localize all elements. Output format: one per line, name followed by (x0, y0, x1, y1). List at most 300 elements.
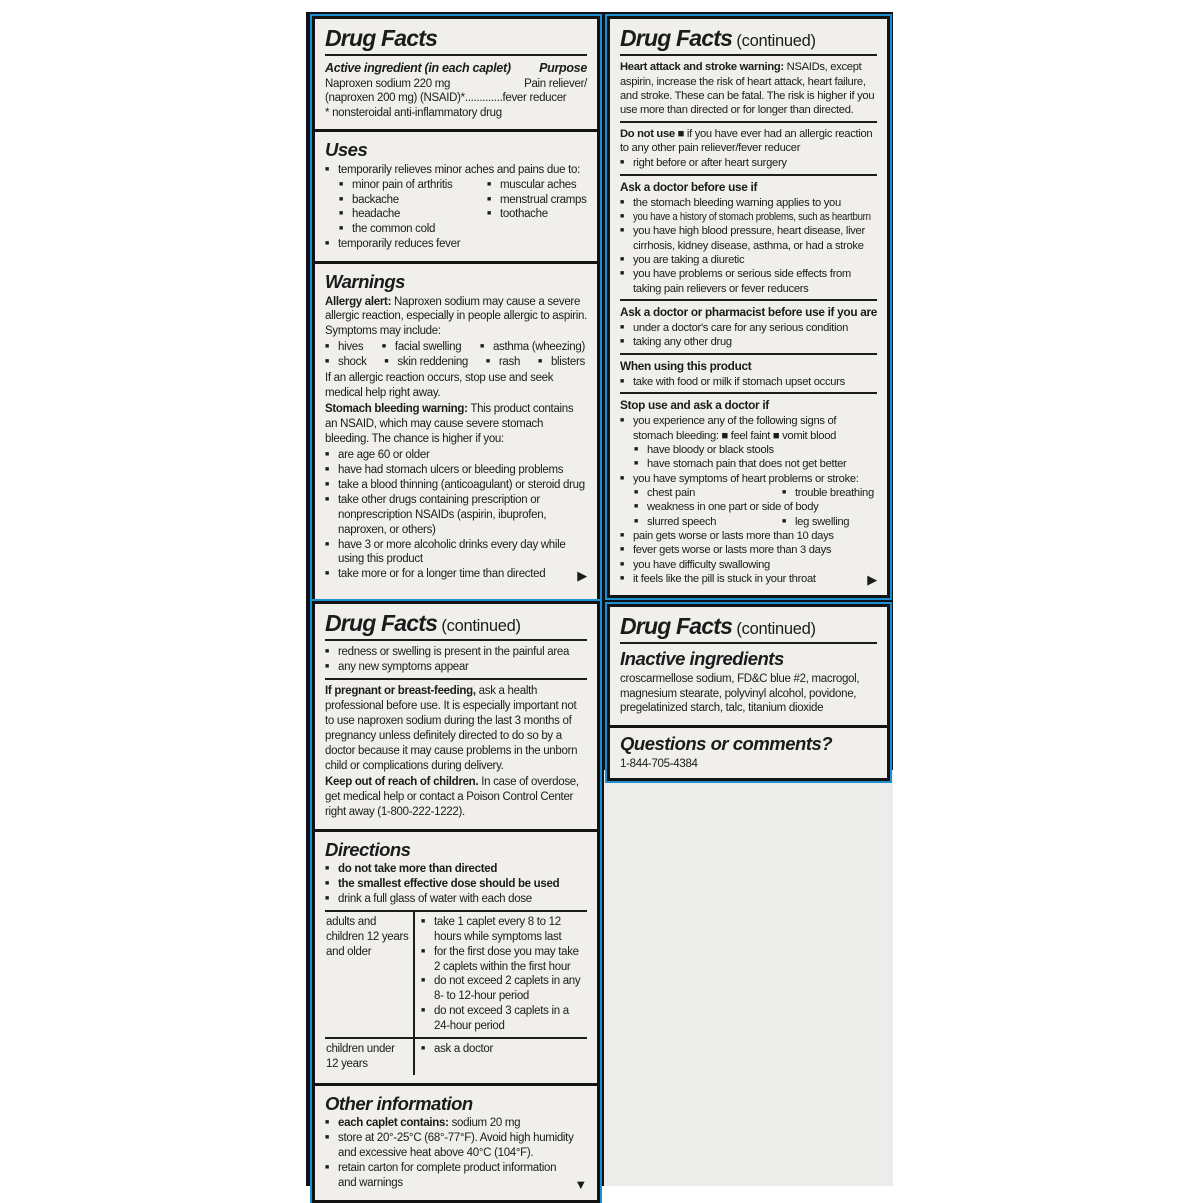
bullet-list (325, 163, 587, 253)
bullet-icon: ■ (620, 213, 624, 221)
bullet-item (325, 1131, 587, 1161)
subsection-heading: When using this product (620, 358, 752, 373)
text-run: store at 20°-25°C (68°-77°F). Avoid high humidity and excessive heat above 40°C (104°F). (338, 1132, 574, 1160)
text-run: croscarmellose sodium, FD&C blue #2, macrogol, magnesium stearate, polyvinyl alcohol, povidone, pregelatinized starch, talc, titanium dioxide (620, 672, 860, 715)
bullet-icon: ■ (325, 343, 329, 351)
bullet-text (338, 1131, 587, 1161)
bullet-icon: ■ (325, 465, 329, 473)
bullet-text: facial swelling (394, 341, 462, 354)
bullet-item (620, 414, 877, 443)
bullet-item (325, 1116, 587, 1131)
bullet-item (325, 862, 587, 877)
text-run: fever gets worse or lasts more than 3 days (633, 544, 832, 557)
paragraph (620, 127, 877, 156)
bullet-text: toothache (500, 208, 548, 221)
bullet-text (633, 472, 877, 486)
text-run: Naproxen sodium may cause a severe allergic reaction, especially in people allergic to aspirin. Symptoms may include: (325, 295, 587, 338)
bullet-icon: ■ (421, 1007, 425, 1015)
bullet-icon: ■ (537, 358, 542, 366)
dosage-table (325, 910, 587, 1075)
text-run: any new symptoms appear (338, 661, 469, 674)
bullet-icon: ■ (325, 864, 329, 872)
bullet-text (338, 645, 587, 660)
text-run: you have problems or serious side effects from taking pain relievers or fever reducers (633, 268, 851, 295)
bullet-text: menstrual cramps (500, 193, 587, 206)
bullet-list (620, 414, 877, 586)
paragraph (620, 672, 877, 717)
bullet-columns (634, 486, 877, 500)
paragraph (325, 684, 587, 774)
continued-arrow-icon: ▶ (577, 568, 587, 584)
bullet-text: headache (352, 208, 401, 221)
bullet-icon: ■ (620, 531, 624, 539)
bullet-text (338, 538, 587, 568)
title-suffix: (continued) (732, 32, 816, 50)
bullet-subitem (487, 207, 587, 222)
bold-lead: each caplet contains: (338, 1117, 449, 1130)
bullet-text (338, 877, 587, 892)
bullet-list (325, 645, 587, 675)
subsection-heading: Stop use and ask a doctor if (620, 398, 769, 413)
other-information-box (312, 1083, 600, 1203)
bullet-text: leg swelling (795, 515, 850, 528)
bullet-subitem (339, 207, 487, 222)
bullet-icon: ■ (620, 474, 624, 482)
bullet-text: hives (338, 341, 364, 354)
bullet-item (325, 645, 587, 660)
bullet-icon: ■ (782, 517, 786, 525)
text-run: you experience any of the following signs of stomach bleeding: ■ feel faint ■ vomit blood (633, 415, 837, 442)
bullet-subitem (634, 515, 782, 529)
text-run: you have high blood pressure, heart disease, liver cirrhosis, kidney disease, asthma, or had a stroke (633, 225, 865, 252)
bullet-text (633, 529, 877, 543)
bullet-text: rash (498, 356, 521, 369)
paragraph (620, 60, 877, 117)
bullet-list (620, 375, 877, 389)
text-run: retain carton for complete product information and warnings (338, 1162, 557, 1190)
text-run: redness or swelling is present in the painful area (338, 646, 570, 659)
bullet-text: the common cold (352, 223, 436, 236)
bullet-item (325, 163, 587, 178)
bullet-item (634, 457, 877, 471)
title-suffix: (continued) (437, 617, 521, 635)
text-run: ■ if you have ever had an allergic reaction to any other pain reliever/fever reducer (620, 127, 873, 154)
bullet-item (620, 224, 877, 253)
text-run: have stomach pain that does not get better (647, 458, 847, 471)
bullet-columns (339, 193, 587, 208)
drug-facts-panel-top-right (607, 16, 890, 598)
bullet-icon: ■ (421, 977, 425, 985)
bullet-subitem (634, 486, 782, 500)
bullet-icon: ■ (339, 180, 343, 188)
bullet-item (325, 478, 587, 493)
bullet-text (338, 478, 587, 493)
bullet-item (421, 1042, 587, 1057)
bullet-icon: ■ (339, 195, 343, 203)
bullet-item (339, 222, 587, 237)
text-run: are age 60 or older (338, 448, 430, 461)
bullet-icon: ■ (634, 445, 638, 453)
text-run: temporarily relieves minor aches and pains due to: (338, 163, 580, 176)
bold-lead: If pregnant or breast-feeding, (325, 685, 476, 698)
ingredient-header-right: Purpose (539, 61, 587, 76)
bullet-text (633, 210, 871, 224)
dose-group-cell: adults and children 12 years and older (326, 915, 409, 958)
text-run: This product contains an NSAID, which may cause severe stomach bleeding. The chance is higher if you: (325, 403, 574, 445)
questions-comments-box (607, 725, 890, 780)
bullet-item (325, 463, 587, 478)
bullet-item (620, 196, 877, 210)
text-run: take other drugs containing prescription or nonprescription NSAIDs (aspirin, ibuprofen, naproxen, or others) (338, 493, 547, 536)
title-text: Drug Facts (620, 25, 733, 51)
bullet-columns (634, 515, 877, 529)
bullet-text: chest pain (647, 486, 695, 499)
bullet-item (620, 335, 877, 349)
text-line: * nonsteroidal anti-inflammatory drug (325, 107, 502, 120)
bullet-subitem (384, 355, 468, 370)
paragraph (325, 295, 587, 340)
paragraph (325, 371, 587, 401)
bullet-icon: ■ (421, 1045, 425, 1053)
bullet-icon: ■ (782, 488, 786, 496)
text-run: take 1 caplet every 8 to 12 hours while symptoms last (434, 915, 562, 943)
bullet-icon: ■ (620, 324, 624, 332)
bullet-icon: ■ (325, 894, 329, 902)
bullet-icon: ■ (479, 343, 484, 351)
bullet-icon: ■ (325, 540, 329, 548)
title-text: Drug Facts (620, 613, 733, 639)
bullet-subitem (486, 355, 520, 370)
bullet-text (647, 457, 877, 471)
bullet-text (633, 267, 877, 296)
bullet-item (620, 543, 877, 557)
text-run: NSAIDs, except aspirin, increase the risk of heart attack, heart failure, and stroke. These can be fatal. The risk is higher if you use more than directed or for longer than directed. (620, 61, 875, 117)
ingredient-header (325, 60, 587, 76)
text-run: If an allergic reaction occurs, stop use and seek medical help right away. (325, 372, 554, 400)
bullet-item (421, 1004, 587, 1034)
bullet-text (633, 543, 877, 557)
bullet-text (338, 463, 587, 478)
divider-rule (620, 392, 877, 394)
text-run: under a doctor's care for any serious condition (633, 322, 849, 335)
bullet-text (633, 253, 877, 267)
paragraph (325, 775, 587, 820)
bullet-text (434, 945, 587, 975)
bullet-text (338, 862, 587, 877)
bullet-icon: ■ (339, 225, 343, 233)
bullet-text (434, 915, 587, 945)
section-heading: Warnings (325, 271, 405, 293)
section-heading: Questions or comments? (620, 733, 833, 755)
bullet-item (620, 253, 877, 267)
bullet-icon: ■ (487, 210, 491, 218)
bullet-text: shock (338, 356, 367, 369)
bullet-subitem (782, 515, 877, 529)
bullet-icon: ■ (325, 648, 329, 656)
bullet-icon: ■ (325, 480, 329, 488)
bullet-text (338, 1116, 587, 1131)
bullet-icon: ■ (325, 450, 329, 458)
text-run: take a blood thinning (anticoagulant) or steroid drug (338, 478, 585, 491)
bullet-icon: ■ (339, 210, 343, 218)
bullet-text: asthma (wheezing) (492, 341, 585, 354)
bullet-item (421, 974, 587, 1004)
bullet-text (338, 1161, 568, 1191)
bullet-item (325, 340, 587, 355)
bullet-list (620, 196, 877, 296)
bullet-text (338, 493, 587, 538)
bullet-icon: ■ (421, 947, 425, 955)
divider-rule (620, 353, 877, 355)
bullet-text (338, 163, 587, 178)
bullet-text (633, 335, 877, 349)
bullet-text (338, 567, 571, 582)
text-run: pain gets worse or lasts more than 10 days (633, 529, 834, 542)
text-line: (naproxen 200 mg) (NSAID)*.............fever reducer (325, 92, 567, 105)
bullet-icon: ■ (384, 358, 389, 366)
divider-rule (620, 642, 877, 644)
bullet-icon: ■ (620, 560, 624, 568)
paragraph (620, 757, 877, 772)
bullet-item (634, 486, 877, 500)
divider-rule (325, 54, 587, 56)
bullet-icon: ■ (325, 165, 329, 173)
text-run: take with food or milk if stomach upset occurs (633, 375, 845, 388)
bullet-list (325, 448, 587, 582)
bullet-text: minor pain of arthritis (352, 178, 453, 191)
warnings-continued-box (607, 16, 890, 598)
bullet-icon: ■ (620, 338, 624, 346)
bullet-subitem (325, 340, 363, 355)
bullet-item (620, 572, 877, 586)
bullet-text (338, 892, 587, 907)
paragraph (325, 402, 587, 447)
text-run: sodium 20 mg (451, 1117, 521, 1130)
bullet-item (620, 156, 877, 170)
text-run: In case of overdose, get medical help or contact a Poison Control Center right away (1-800-222-1222). (325, 775, 579, 818)
dose-group-cell: children under 12 years (326, 1043, 395, 1071)
title-text: Drug Facts (325, 610, 438, 636)
bullet-subitem (487, 178, 587, 193)
bullet-item (325, 1161, 587, 1191)
bullet-item (634, 515, 877, 529)
bullet-text (434, 1042, 587, 1057)
bullet-subitem (487, 193, 587, 208)
bullet-icon: ■ (325, 1119, 329, 1127)
bullet-list (325, 1116, 587, 1191)
continued-arrow-icon: ▶ (867, 572, 877, 588)
section-title (620, 26, 877, 51)
bullet-icon: ■ (487, 180, 491, 188)
bullet-item (620, 558, 877, 572)
bullet-item (620, 210, 877, 224)
divider-rule (620, 54, 877, 56)
drug-facts-panel-bottom-left (312, 601, 600, 1203)
text-run: it feels like the pill is stuck in your throat (633, 572, 816, 585)
bullet-item (325, 355, 587, 370)
bullet-text (434, 974, 587, 1004)
bullet-icon: ■ (620, 546, 624, 554)
bullet-text (633, 321, 877, 335)
bullet-text (647, 443, 877, 457)
table-row (325, 912, 587, 1038)
table-row (325, 1037, 587, 1075)
section-title (325, 26, 587, 51)
bullet-text: backache (352, 193, 399, 206)
bullet-item (325, 892, 587, 907)
text-run: do not take more than directed (338, 862, 498, 875)
divider-rule (325, 678, 587, 680)
bullet-item (620, 321, 877, 335)
text-run: do not exceed 3 caplets in a 24-hour period (434, 1005, 569, 1033)
bullet-columns (325, 340, 587, 355)
bold-lead: Do not use (620, 127, 675, 140)
bullet-item (325, 567, 587, 582)
uses-box (312, 129, 600, 264)
bullet-list (325, 340, 587, 370)
bullet-icon: ■ (620, 574, 624, 582)
bullet-text (633, 196, 877, 210)
section-title (620, 614, 877, 639)
bullet-columns (325, 355, 587, 370)
bullet-icon: ■ (325, 879, 329, 887)
bullet-text: blisters (550, 356, 585, 369)
bullet-subitem (339, 193, 487, 208)
bullet-item (620, 267, 877, 296)
text-run: weakness in one part or side of body (647, 501, 819, 514)
subsection-heading: Ask a doctor before use if (620, 179, 758, 194)
bullet-icon: ■ (634, 460, 638, 468)
bullet-text (338, 448, 587, 463)
warnings-box (312, 261, 600, 608)
bullet-icon: ■ (487, 195, 491, 203)
bullet-text (338, 660, 587, 675)
bullet-icon: ■ (325, 1164, 329, 1172)
title-suffix: (continued) (732, 620, 816, 638)
bullet-text: muscular aches (500, 178, 577, 191)
section-title (325, 611, 587, 636)
bullet-icon: ■ (421, 917, 425, 925)
bullet-icon: ■ (620, 256, 624, 263)
text-run: ask a health professional before use. It is especially important not to use naproxen sodium during the last 3 months of pregnancy unless definitely directed to do so by a doctor because it may cause problems in the unborn child or complications during delivery. (325, 685, 578, 772)
bold-lead: Stomach bleeding warning: (325, 403, 468, 416)
bullet-text (633, 224, 877, 253)
section-heading: Uses (325, 139, 368, 161)
bullet-subitem (382, 340, 461, 355)
bullet-item (325, 538, 587, 568)
bullet-subitem (339, 222, 487, 237)
bullet-icon: ■ (325, 358, 329, 366)
text-run: temporarily reduces fever (338, 238, 461, 251)
bullet-icon: ■ (620, 227, 624, 235)
bullet-icon: ■ (620, 417, 624, 425)
bullet-list (620, 156, 877, 170)
text-run: have 3 or more alcoholic drinks every day while using this product (338, 538, 566, 566)
bullet-icon: ■ (325, 240, 329, 248)
bullet-text (633, 558, 877, 572)
bullet-text (633, 414, 877, 443)
inactive-ingredients-box (607, 604, 890, 728)
text-run: right before or after heart surgery (633, 157, 787, 170)
text-run: the stomach bleeding warning applies to you (633, 196, 841, 209)
bullet-text (633, 156, 877, 170)
directions-box (312, 829, 600, 1086)
subsection-heading: Ask a doctor or pharmacist before use if you are (620, 304, 878, 319)
bullet-text: trouble breathing (795, 486, 874, 499)
bullet-text (338, 237, 587, 252)
bullet-icon: ■ (381, 343, 386, 351)
bullet-icon: ■ (620, 270, 624, 278)
bullet-item (421, 915, 587, 945)
empty-cell (487, 222, 587, 237)
text-run: you have difficulty swallowing (633, 558, 770, 571)
bullet-icon: ■ (620, 377, 624, 385)
section-heading: Directions (325, 838, 411, 860)
text-run: you have symptoms of heart problems or stroke: (633, 472, 859, 485)
bullet-icon: ■ (325, 495, 329, 503)
drug-facts-panel-bottom-right (607, 604, 890, 781)
bullet-item (339, 193, 587, 208)
bullet-columns (339, 207, 587, 222)
bullet-icon: ■ (325, 663, 329, 671)
bullet-icon: ■ (485, 358, 490, 366)
bullet-icon: ■ (620, 198, 624, 206)
divider-rule (620, 299, 877, 301)
bullet-subitem (325, 355, 367, 370)
bullet-item (325, 493, 587, 538)
bullet-text: slurred speech (647, 515, 717, 528)
divider-rule (325, 639, 587, 641)
bold-lead: Keep out of reach of children. (325, 775, 479, 788)
bullet-item (620, 375, 877, 389)
bullet-item (634, 500, 877, 514)
bullet-icon: ■ (634, 517, 638, 525)
text-run: have bloody or black stools (647, 443, 774, 456)
text-run: you have a history of stomach problems, such as heartburn (633, 211, 871, 224)
bullet-text (633, 572, 861, 586)
bullet-icon: ■ (620, 159, 624, 167)
text-run: have had stomach ulcers or bleeding problems (338, 463, 564, 476)
section-heading: Other information (325, 1093, 473, 1115)
bullet-item (325, 660, 587, 675)
text-run: ask a doctor (434, 1043, 494, 1056)
bullet-item (421, 945, 587, 975)
bold-lead: Heart attack and stroke warning: (620, 61, 784, 74)
bullet-list (620, 321, 877, 350)
ingredient-purpose: Pain reliever/ (524, 77, 587, 90)
bullet-text (434, 1004, 587, 1034)
text-run: the smallest effective dose should be used (338, 877, 560, 890)
bullet-icon: ■ (325, 570, 329, 578)
bullet-item (325, 448, 587, 463)
bullet-item (325, 237, 587, 252)
bullet-text: skin reddening (397, 356, 469, 369)
divider-rule (620, 174, 877, 176)
bullet-item (325, 877, 587, 892)
dose-instructions-cell (413, 1039, 587, 1075)
bullet-text (647, 500, 877, 514)
section-heading: Inactive ingredients (620, 648, 784, 670)
continued-arrow-icon: ▼ (574, 1177, 587, 1193)
bullet-item (620, 472, 877, 486)
bullet-subitem (339, 178, 487, 193)
bullet-icon: ■ (325, 1134, 329, 1142)
divider-rule (620, 121, 877, 123)
bullet-subitem (480, 340, 585, 355)
active-ingredient-box (312, 16, 600, 132)
bullet-subitem (782, 486, 877, 500)
bullet-item (339, 207, 587, 222)
